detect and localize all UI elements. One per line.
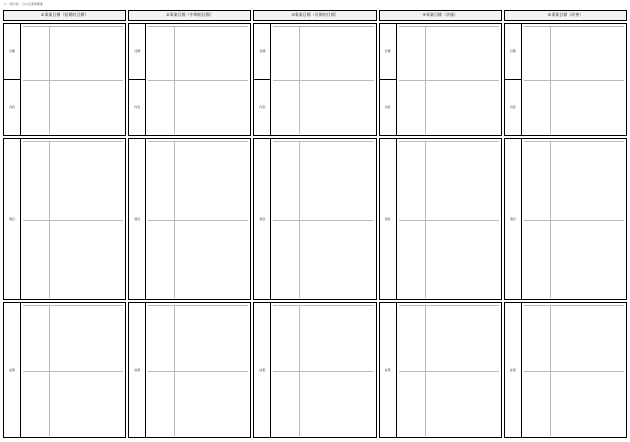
category-label: 内容 [259, 105, 266, 110]
row-text [175, 221, 248, 299]
item-rows [148, 26, 248, 134]
row-text [426, 306, 499, 370]
requirement-section [128, 23, 251, 136]
row-text [551, 27, 624, 80]
row-label [23, 306, 50, 370]
requirement-section [504, 138, 627, 300]
row-label [273, 81, 300, 134]
category-label: 目標 [254, 24, 270, 80]
section-body [146, 24, 250, 135]
section-category-sidebar [505, 24, 522, 135]
requirement-item [21, 303, 125, 437]
row-text [426, 81, 499, 134]
item-row [273, 26, 373, 80]
column-title: ③事業目標（長期的目標） [253, 10, 376, 21]
row-text [300, 372, 373, 436]
row-label [524, 221, 551, 299]
item-rows [399, 305, 499, 436]
row-label [524, 142, 551, 220]
requirement-section [253, 302, 376, 438]
item-row [399, 80, 499, 134]
requirement-item [271, 303, 375, 437]
requirement-item [522, 24, 626, 135]
job-level-column [128, 10, 251, 438]
row-label [273, 372, 300, 436]
row-text [426, 221, 499, 299]
row-text [175, 81, 248, 134]
requirement-item [271, 139, 375, 299]
row-text [175, 306, 248, 370]
section-body [397, 303, 501, 437]
item-rows [23, 141, 123, 298]
item-rows [524, 141, 624, 298]
category-label: 項目 [8, 217, 15, 222]
row-label [23, 81, 50, 134]
row-label [23, 221, 50, 299]
document-header: 1 一般行政・日の定事業概要 [4, 2, 43, 6]
item-row [23, 80, 123, 134]
row-text [50, 81, 123, 134]
row-label [524, 372, 551, 436]
requirement-item [397, 303, 501, 437]
row-label [273, 221, 300, 299]
category-label: 内容 [8, 105, 15, 110]
item-row [524, 371, 624, 436]
row-text [426, 27, 499, 80]
row-label [399, 142, 426, 220]
section-body [271, 303, 375, 437]
item-row [524, 305, 624, 370]
section-category-sidebar [380, 303, 397, 437]
category-label: 内容 [509, 105, 516, 110]
category-label: 内容 [384, 105, 391, 110]
requirement-section [3, 138, 126, 300]
requirement-section [379, 23, 502, 136]
column-title: ①事業目標（短期的目標） [3, 10, 126, 21]
column-title: ②事業目標（中期的目標） [128, 10, 251, 21]
category-label: 項目 [134, 217, 141, 222]
section-body [522, 303, 626, 437]
requirement-item [522, 303, 626, 437]
item-row [399, 371, 499, 436]
row-text [50, 27, 123, 80]
row-label [399, 221, 426, 299]
section-category-sidebar [254, 24, 271, 135]
row-label [399, 81, 426, 134]
section-category-sidebar [4, 139, 21, 299]
job-requirements-grid [3, 10, 627, 438]
column-title: ④事業目標（評価） [379, 10, 502, 21]
row-text [300, 142, 373, 220]
item-row [148, 220, 248, 299]
row-label [524, 27, 551, 80]
row-text [551, 221, 624, 299]
item-rows [524, 26, 624, 134]
item-row [399, 220, 499, 299]
section-body [21, 24, 125, 135]
section-category-sidebar [129, 24, 146, 135]
requirement-section [504, 302, 627, 438]
section-category-sidebar [380, 24, 397, 135]
row-text [50, 142, 123, 220]
requirement-section [379, 138, 502, 300]
section-category-sidebar [254, 139, 271, 299]
row-label [148, 372, 175, 436]
item-rows [148, 141, 248, 298]
section-body [21, 303, 125, 437]
row-label [148, 81, 175, 134]
requirement-section [3, 302, 126, 438]
item-rows [23, 26, 123, 134]
row-label [148, 306, 175, 370]
item-row [524, 220, 624, 299]
row-text [50, 372, 123, 436]
item-rows [273, 141, 373, 298]
row-text [551, 142, 624, 220]
item-row [524, 26, 624, 80]
section-category-sidebar [129, 139, 146, 299]
item-row [148, 305, 248, 370]
requirement-item [146, 139, 250, 299]
requirement-section [253, 138, 376, 300]
row-label [23, 27, 50, 80]
category-label: 成果 [384, 368, 391, 373]
row-text [300, 27, 373, 80]
category-label: 目標 [129, 24, 145, 80]
item-row [273, 80, 373, 134]
category-label: 成果 [8, 368, 15, 373]
row-text [551, 81, 624, 134]
section-category-sidebar [254, 303, 271, 437]
section-body [146, 303, 250, 437]
category-label: 目標 [380, 24, 396, 80]
requirement-item [21, 24, 125, 135]
requirement-section [504, 23, 627, 136]
row-label [23, 142, 50, 220]
row-text [50, 221, 123, 299]
item-row [273, 305, 373, 370]
item-rows [399, 141, 499, 298]
requirement-section [128, 302, 251, 438]
requirement-item [397, 24, 501, 135]
requirement-item [21, 139, 125, 299]
row-label [23, 372, 50, 436]
section-body [522, 139, 626, 299]
item-row [148, 26, 248, 80]
row-text [175, 372, 248, 436]
row-text [175, 27, 248, 80]
requirement-item [271, 24, 375, 135]
section-body [522, 24, 626, 135]
category-label: 目標 [4, 24, 20, 80]
requirement-item [397, 139, 501, 299]
item-row [23, 305, 123, 370]
section-body [271, 139, 375, 299]
row-text [175, 142, 248, 220]
row-label [524, 81, 551, 134]
requirement-item [522, 139, 626, 299]
requirement-item [146, 24, 250, 135]
category-label: 成果 [259, 368, 266, 373]
section-category-sidebar [505, 303, 522, 437]
item-row [524, 141, 624, 220]
job-level-column [3, 10, 126, 438]
section-category-sidebar [129, 303, 146, 437]
item-rows [273, 26, 373, 134]
item-row [399, 305, 499, 370]
job-level-column [379, 10, 502, 438]
row-label [399, 27, 426, 80]
row-label [399, 306, 426, 370]
item-row [399, 26, 499, 80]
category-label: 項目 [384, 217, 391, 222]
row-label [148, 27, 175, 80]
category-label: 成果 [509, 368, 516, 373]
item-row [273, 141, 373, 220]
row-text [300, 221, 373, 299]
row-text [50, 306, 123, 370]
requirement-item [146, 303, 250, 437]
item-row [23, 141, 123, 220]
item-row [273, 371, 373, 436]
row-text [426, 372, 499, 436]
item-rows [23, 305, 123, 436]
category-label: 項目 [259, 217, 266, 222]
category-label: 内容 [134, 105, 141, 110]
item-rows [399, 26, 499, 134]
row-label [273, 142, 300, 220]
category-label: 成果 [134, 368, 141, 373]
section-category-sidebar [4, 24, 21, 135]
section-body [271, 24, 375, 135]
item-rows [148, 305, 248, 436]
row-text [426, 142, 499, 220]
item-row [148, 371, 248, 436]
item-rows [524, 305, 624, 436]
item-row [148, 80, 248, 134]
category-label: 項目 [509, 217, 516, 222]
section-category-sidebar [4, 303, 21, 437]
row-label [524, 306, 551, 370]
row-label [148, 142, 175, 220]
requirement-section [253, 23, 376, 136]
row-text [551, 372, 624, 436]
requirement-section [128, 138, 251, 300]
section-body [397, 139, 501, 299]
section-category-sidebar [380, 139, 397, 299]
job-level-column [504, 10, 627, 438]
section-body [146, 139, 250, 299]
row-label [273, 306, 300, 370]
row-text [300, 306, 373, 370]
job-level-column [253, 10, 376, 438]
section-body [397, 24, 501, 135]
item-rows [273, 305, 373, 436]
row-text [300, 81, 373, 134]
item-row [273, 220, 373, 299]
section-body [21, 139, 125, 299]
category-label: 目標 [505, 24, 521, 80]
row-text [551, 306, 624, 370]
requirement-section [379, 302, 502, 438]
requirement-section [3, 23, 126, 136]
row-label [148, 221, 175, 299]
item-row [23, 371, 123, 436]
row-label [399, 372, 426, 436]
item-row [524, 80, 624, 134]
row-label [273, 27, 300, 80]
section-category-sidebar [505, 139, 522, 299]
column-title: ⑤事業目標（改善） [504, 10, 627, 21]
item-row [23, 220, 123, 299]
item-row [23, 26, 123, 80]
item-row [399, 141, 499, 220]
item-row [148, 141, 248, 220]
